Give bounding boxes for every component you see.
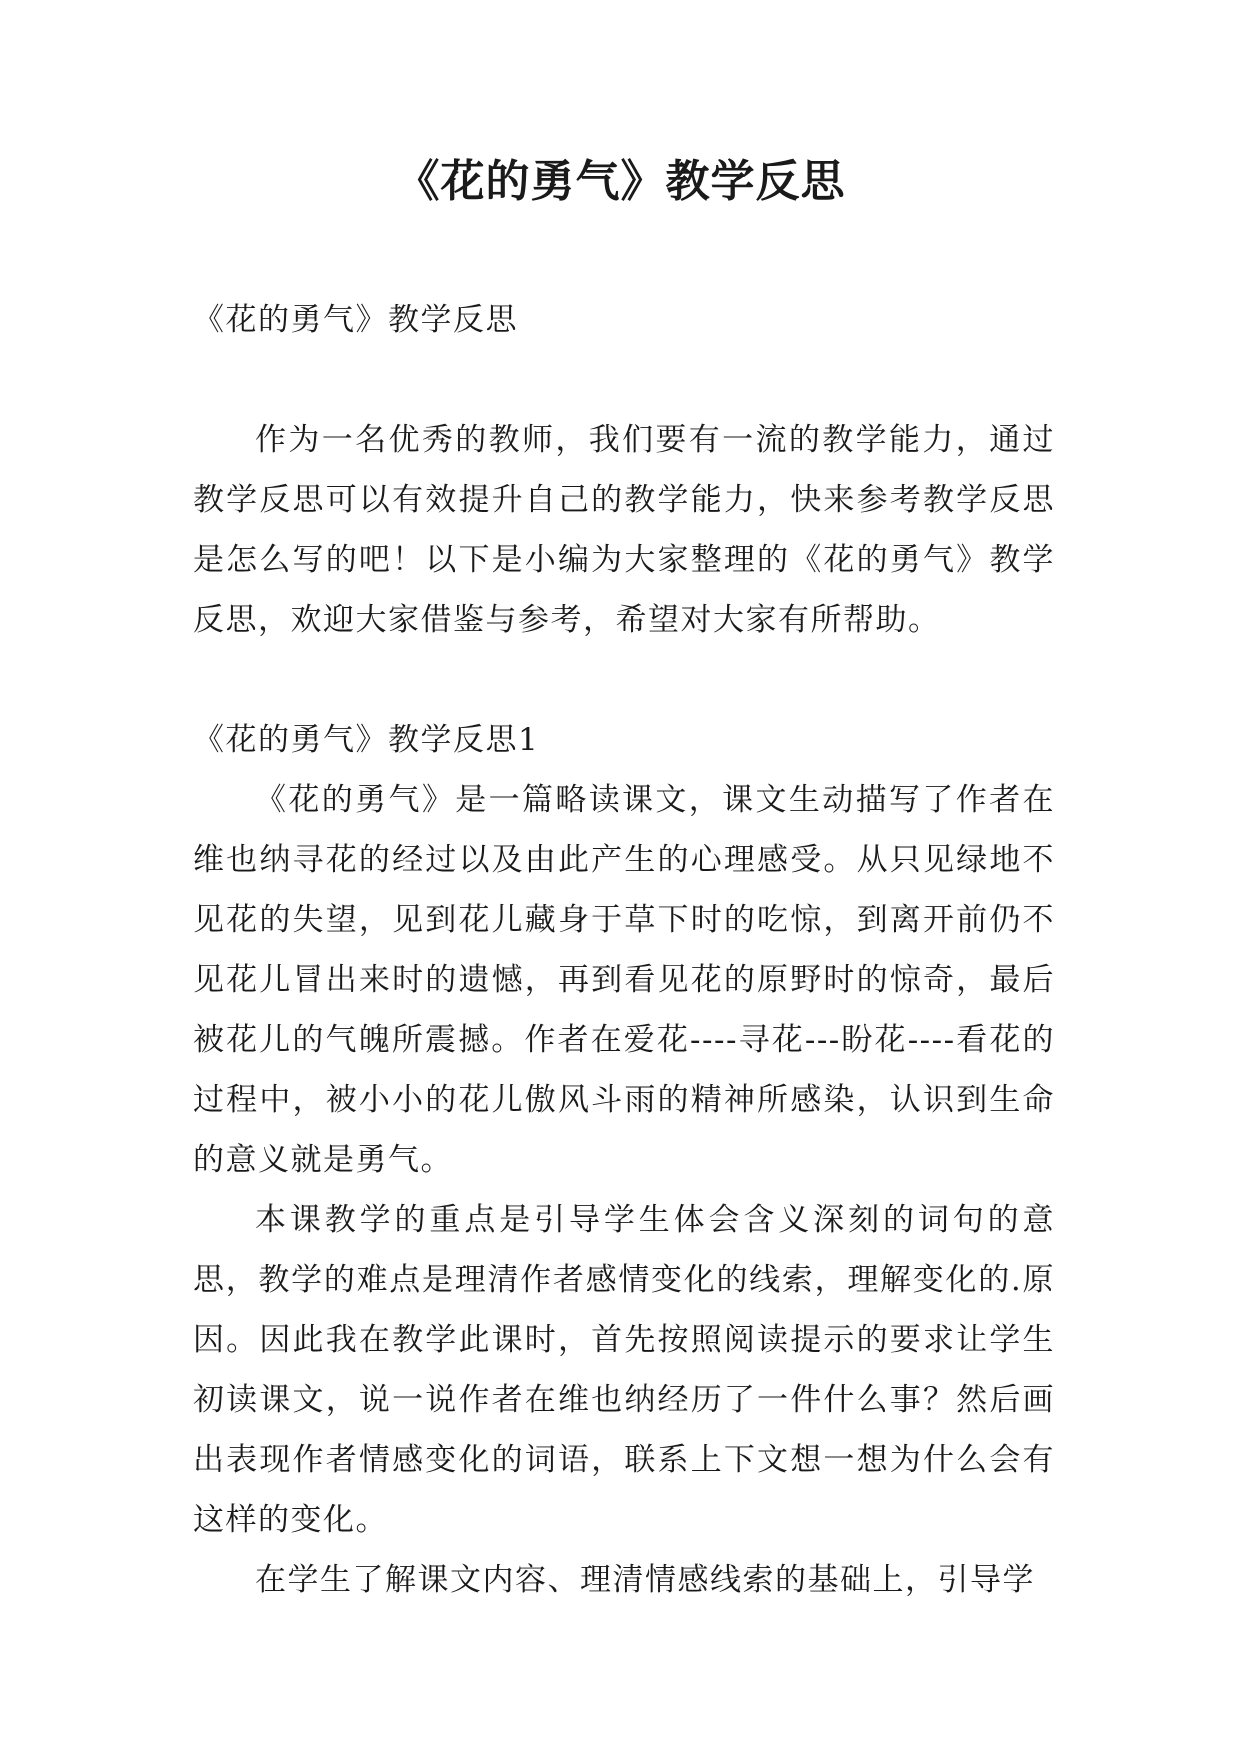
document-title: 《花的勇气》教学反思 [395,156,846,207]
section-heading: 《花的勇气》教学反思1 [193,722,540,758]
body-paragraph: 本课教学的重点是引导学生体会含义深刻的词句的意思，教学的难点是理清作者感情变化的线索，理解变化的.原因。因此我在教学此课时，首先按照阅读提示的要求让学生初读课文，说一说作者在维也纳经历了一件什么事？然后画出表现作者情感变化的词语，联系上下文想一想为什么会有这样的变化。 [193,1202,1055,1538]
body-paragraph: 《花的勇气》是一篇略读课文，课文生动描写了作者在维也纳寻花的经过以及由此产生的心理感受。从只见绿地不见花的失望，见到花儿藏身于草下时的吃惊，到离开前仍不见花儿冒出来时的遗憾，再到看见花的原野时的惊奇，最后被花儿的气魄所震撼。作者在爱花----寻花---盼花----看花的过程中，被小小的花儿傲风斗雨的精神所感染，认识到生命的意义就是勇气。 [193,782,1055,1178]
document-subtitle: 《花的勇气》教学反思 [193,302,518,338]
intro-paragraph: 作为一名优秀的教师，我们要有一流的教学能力，通过教学反思可以有效提升自己的教学能力，快来参考教学反思是怎么写的吧！以下是小编为大家整理的《花的勇气》教学反思，欢迎大家借鉴与参考，希望对大家有所帮助。 [193,422,1055,638]
body-paragraph: 在学生了解课文内容、理清情感线索的基础上，引导学 [255,1562,1035,1598]
document-body [193,290,1055,1610]
